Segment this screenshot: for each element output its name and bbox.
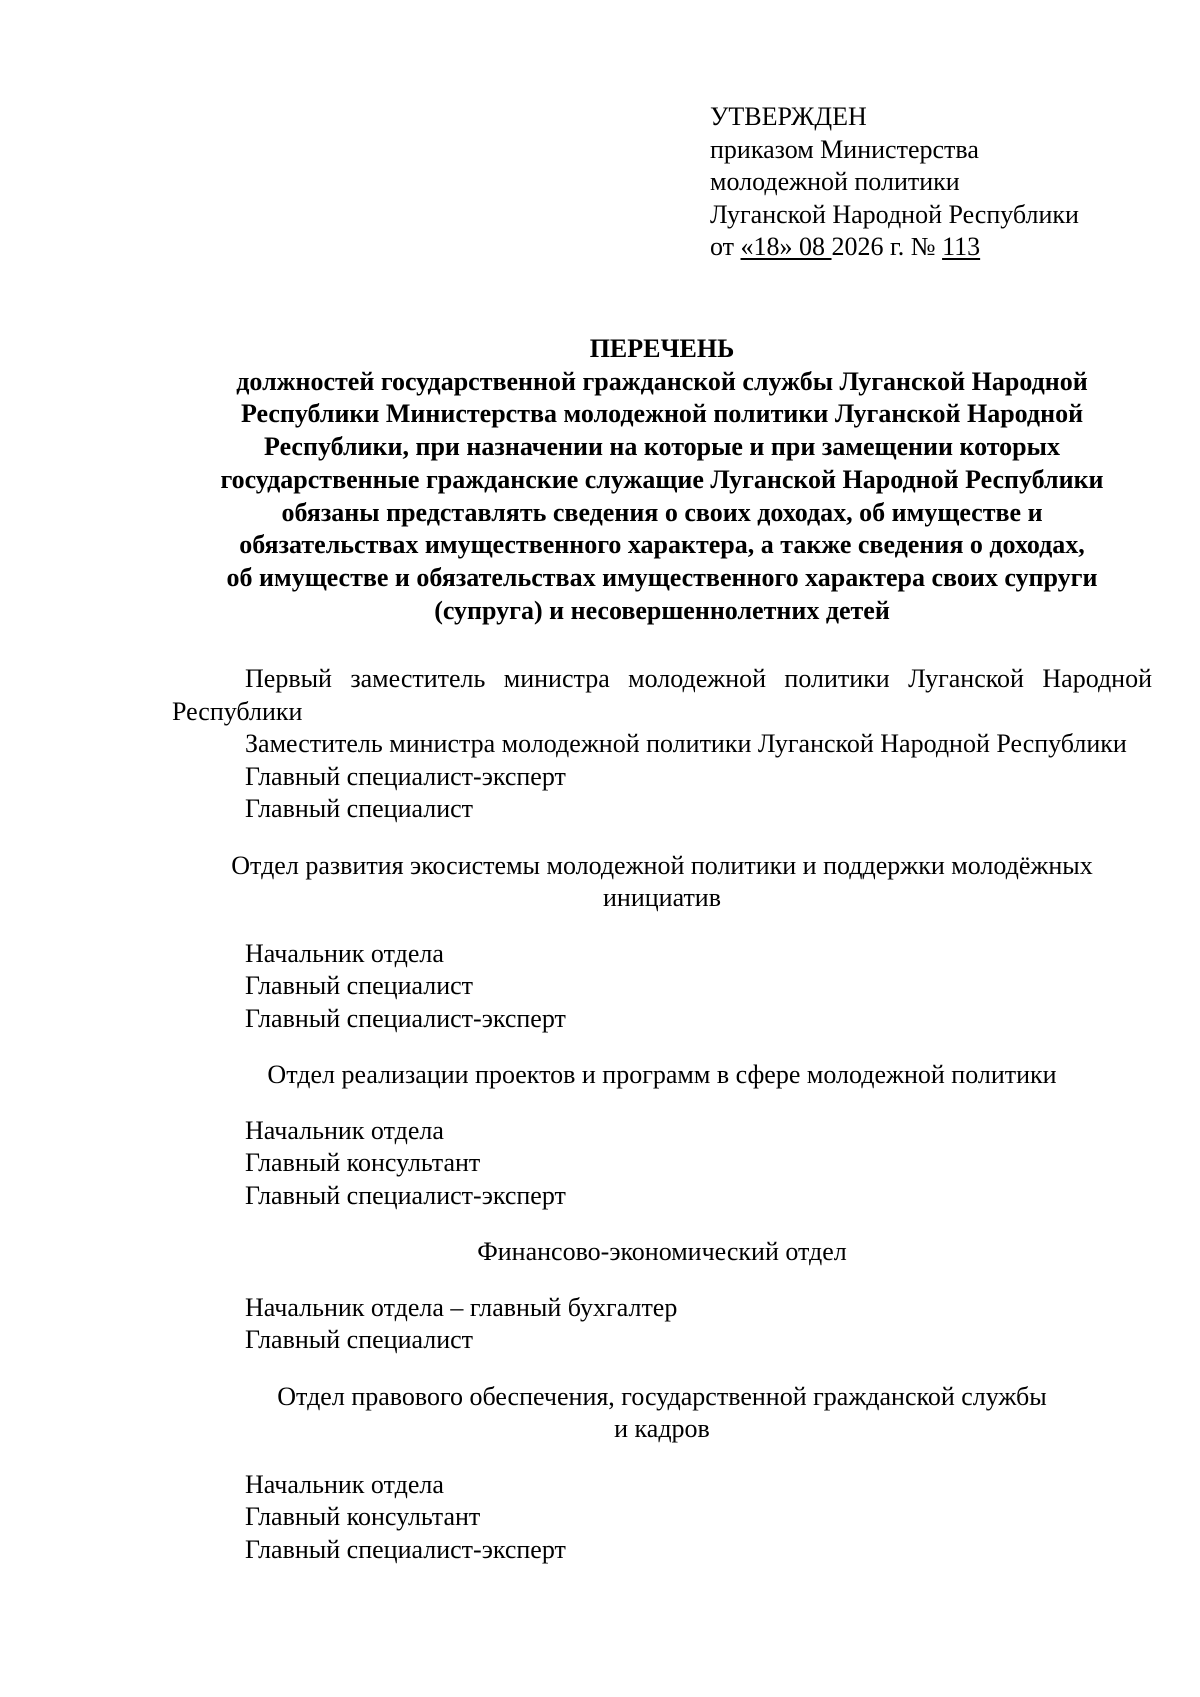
position-item: Главный специалист <box>245 971 474 1000</box>
position-item: Главный специалист-эксперт <box>245 1180 566 1210</box>
department-heading <box>172 850 1152 915</box>
document-subtitle-line: обязаны представлять сведения о своих доходах, об имуществе и <box>281 497 1043 527</box>
document-subtitle-line: об имуществе и обязательствах имущественного характера своих супруги <box>226 562 1098 592</box>
position-item: Начальник отдела <box>245 938 444 968</box>
department-name-line: Отдел развития экосистемы молодежной политики и поддержки молодёжных <box>231 850 1093 880</box>
department-heading <box>172 1236 1152 1269</box>
position-item: Заместитель министра молодежной политики Луганской Народной Республики <box>245 729 1127 758</box>
approval-republic: Луганской Народной Республики <box>710 199 1079 229</box>
department-name-line: инициатив <box>603 883 721 912</box>
department-name-line: Отдел реализации проектов и программ в сфере молодежной политики <box>267 1060 1057 1089</box>
position-item: Главный консультант <box>245 1502 481 1531</box>
approval-ministry: молодежной политики <box>710 167 960 196</box>
department-name-line: Финансово-экономический отдел <box>477 1237 847 1266</box>
position-item: Начальник отдела <box>245 1469 444 1499</box>
document-subtitle-line: Республики, при назначении на которые и при замещении которых <box>264 432 1060 462</box>
position-item: Главный специалист <box>245 1325 474 1354</box>
position-item: Главный консультант <box>245 1148 481 1177</box>
document-subtitle-line: (супруга) и несовершеннолетних детей <box>434 595 890 625</box>
department-heading <box>172 1381 1152 1446</box>
approval-order-line <box>710 231 1150 264</box>
position-item: Главный специалист <box>245 794 474 823</box>
document-subtitle-line: должностей государственной гражданской службы Луганской Народной <box>236 366 1088 396</box>
position-item: Начальник отдела – главный бухгалтер <box>245 1292 678 1322</box>
approval-title: УТВЕРЖДЕН <box>710 102 867 131</box>
document-subtitle-line: обязательствах имущественного характера, а также сведения о доходах, <box>239 530 1085 560</box>
position-item: Первый заместитель министра молодежной политики Луганской Народной Республики <box>172 664 1152 726</box>
approval-order-type: приказом Министерства <box>710 134 979 164</box>
department-heading <box>172 1059 1152 1092</box>
position-item: Главный специалист-эксперт <box>245 1534 566 1564</box>
position-item: Главный специалист-эксперт <box>245 761 566 791</box>
document-heading: ПЕРЕЧЕНЬ <box>589 334 735 363</box>
approval-stamp <box>710 101 1150 264</box>
department-name-line: и кадров <box>614 1414 710 1443</box>
document-title-block <box>172 333 1152 627</box>
order-year: 2026 г. № <box>831 232 943 261</box>
order-prefix: от <box>710 232 741 261</box>
department-name-line: Отдел правового обеспечения, государственной гражданской службы <box>277 1381 1047 1411</box>
order-date: «18» 08 <box>740 232 832 261</box>
position-item: Начальник отдела <box>245 1115 444 1145</box>
position-item: Главный специалист-эксперт <box>245 1003 566 1033</box>
document-subtitle-line: Республики Министерства молодежной политики Луганской Народной <box>240 399 1084 429</box>
document-subtitle-line: государственные гражданские служащие Луганской Народной Республики <box>220 464 1104 494</box>
order-number: 113 <box>942 232 981 261</box>
positions-list <box>172 663 1152 1566</box>
